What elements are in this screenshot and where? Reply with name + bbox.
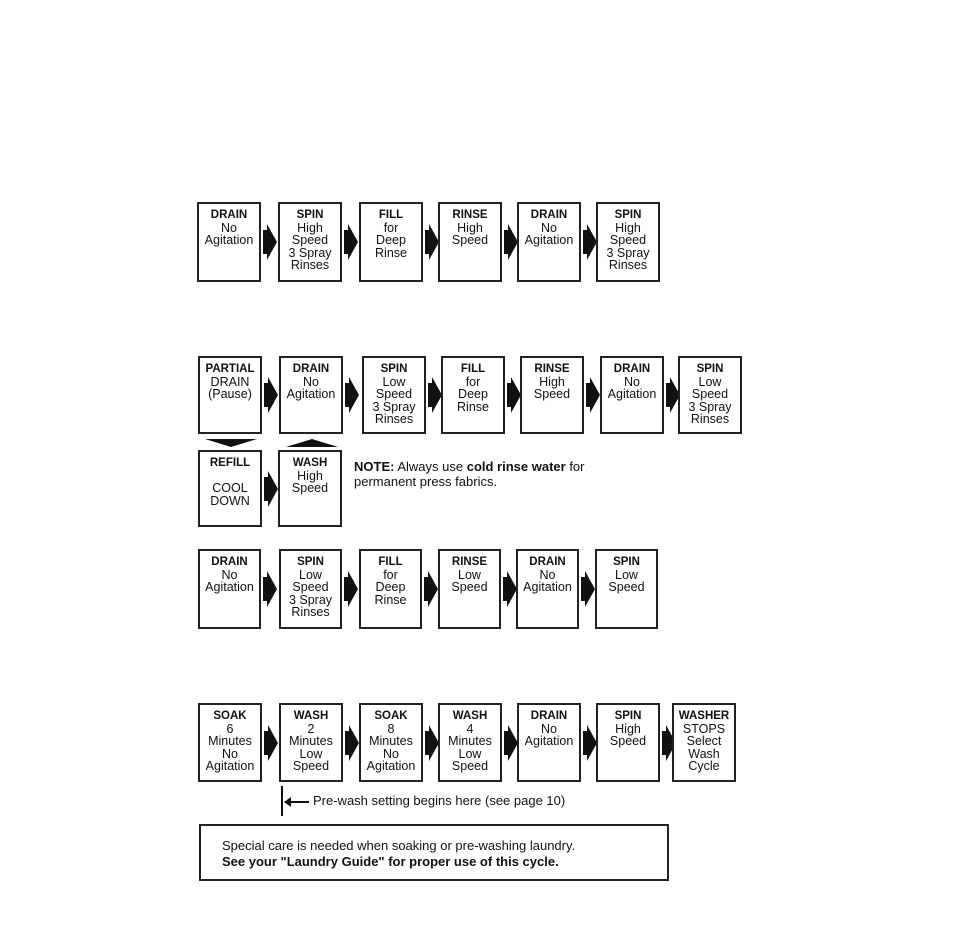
step-box [595,549,658,629]
step-line: Low [299,567,322,582]
step-line: Deep [458,387,488,401]
step-line: Agitation [205,759,255,773]
step-line: 3 Spray [372,399,416,414]
step-title: WASHER [678,710,730,722]
step-line: 3 Spray [606,245,650,260]
step-line: Agitation [205,580,254,594]
step-line: 2 [307,721,315,736]
step-line: Speed [292,759,330,773]
right-arrow-icon [267,224,277,260]
step-title: SPIN [297,556,324,568]
step-line: 3 Spray [288,245,332,260]
step-line: Speed [609,233,647,247]
step-title: SPIN [613,556,640,568]
step-box [516,549,579,629]
step-line: No [541,721,557,736]
step-box [279,549,342,629]
down-arrow [205,439,257,447]
step-title: RINSE [534,363,570,375]
step-line: Agitation [523,580,572,594]
step-line: No [221,567,238,582]
step-line: Agitation [524,734,574,748]
step-title: DRAIN [530,710,568,722]
step-line: Speed [451,759,489,773]
step-line: Agitation [204,233,254,247]
right-arrow-icon [268,471,278,507]
step-line: Rinse [457,399,489,414]
special-care-box [199,824,669,881]
right-arrow-icon [585,571,595,607]
step-line: COOL [212,481,248,495]
step-line: No [221,220,237,235]
step-box [198,450,262,527]
step-line: High [615,721,641,736]
step-line: No [383,746,399,761]
step-line: 8 [387,721,395,736]
special-care-line-2: See your "Laundry Guide" for proper use of this cycle. [222,854,559,869]
step-line: High [297,220,323,235]
step-box [678,356,742,434]
step-box [517,202,581,282]
right-arrow-icon [268,725,278,761]
step-box [600,356,664,434]
step-line: Speed [691,387,729,401]
right-arrow-icon [348,224,358,260]
step-box [359,549,422,629]
step-title: RINSE [451,556,488,568]
right-arrow-icon [428,571,438,607]
right-arrow-icon [268,377,278,413]
step-line: Low [698,374,722,389]
step-line: High [297,468,323,483]
step-box [596,202,660,282]
step-line: No [539,567,556,582]
left-arrow-icon [284,797,291,807]
right-arrow-icon [590,377,600,413]
right-arrow-icon [348,571,358,607]
step-line: for [383,220,399,235]
note-text-1: Always use [394,459,467,474]
prewash-marker [281,786,681,816]
step-line: Speed [291,233,329,247]
step-line: 4 [466,721,474,736]
step-line: High [615,220,641,235]
step-title: SPIN [696,363,724,375]
step-title: DRAIN [530,209,568,221]
step-line: Low [615,567,638,582]
right-arrow-icon [267,571,277,607]
step-line: Speed [291,481,329,495]
step-line: 3 Spray [288,592,333,607]
step-box [520,356,584,434]
step-line: Agitation [286,387,336,401]
step-box [672,703,736,782]
step-title: FILL [378,556,403,568]
step-box [198,703,262,782]
step-line: Agitation [366,759,416,773]
step-line: Rinses [291,605,330,619]
step-line: Speed [609,734,647,748]
special-care-line-1: Special care is needed when soaking or pre-washing laundry. [222,838,576,853]
step-line: DOWN [210,493,250,508]
step-title: SOAK [374,710,408,722]
step-title: SPIN [614,710,642,722]
step-line: DRAIN [210,374,250,389]
step-title: FILL [460,363,486,375]
step-line: High [539,374,565,389]
step-line: Deep [375,580,406,594]
step-line: Minutes [448,734,492,748]
step-line: Rinse [375,245,407,260]
step-box [438,703,502,782]
step-line: Speed [292,580,329,594]
step-title: WASH [293,710,329,722]
step-line: No [624,374,640,389]
note-text-2: for permanent press fabrics. [354,459,585,489]
step-title: SPIN [614,209,642,221]
prewash-start-line [281,786,283,816]
step-title: SPIN [296,209,324,221]
step-box [438,202,502,282]
step-title: REFILL [209,457,251,469]
step-line: for [465,374,481,389]
step-line: Speed [451,580,488,594]
step-line: (Pause) [208,387,252,401]
step-line: Low [458,567,481,582]
step-box [362,356,426,434]
step-line: Low [299,746,323,761]
step-line: Minutes [289,734,333,748]
step-line: Speed [451,233,489,247]
step-title: WASH [292,457,328,469]
step-title: DRAIN [529,556,566,568]
step-line: High [457,220,483,235]
step-line: Minutes [208,734,252,748]
step-line: Rinses [290,258,330,272]
step-title: DRAIN [292,363,330,375]
step-box [198,549,261,629]
step-box [359,202,423,282]
right-arrow-icon [349,377,359,413]
step-title: RINSE [452,209,488,221]
prewash-label: Pre-wash setting begins here (see page 10) [313,793,566,808]
step-box [278,450,342,527]
step-line: Agitation [607,387,657,401]
step-line: Low [382,374,406,389]
step-line: Rinse [374,592,407,607]
step-box [279,356,343,434]
right-arrow-icon [349,725,359,761]
step-line: No [222,746,238,761]
step-line: Cycle [688,759,720,773]
step-box [438,549,501,629]
step-line: STOPS [682,721,726,736]
step-title: FILL [378,209,404,221]
step-line: Minutes [369,734,413,748]
step-line: 6 [226,721,234,736]
step-line: 3 Spray [688,399,732,414]
step-title: DRAIN [210,209,248,221]
step-box [198,356,262,434]
step-title: DRAIN [613,363,651,375]
step-line: Speed [608,580,645,594]
step-line: No [303,374,319,389]
step-line: No [541,220,557,235]
step-title: DRAIN [211,556,248,568]
step-line: Low [458,746,482,761]
step-line: Deep [376,233,406,247]
step-title: PARTIAL [205,363,255,375]
step-line: Agitation [524,233,574,247]
step-line: Rinses [374,412,414,426]
step-line: for [383,567,398,582]
step-box [197,202,261,282]
step-line: Select [686,734,722,748]
step-line: Speed [375,387,413,401]
step-title: SOAK [213,710,247,722]
up-arrow [286,439,338,447]
step-title: WASH [452,710,488,722]
step-line: Wash [688,746,720,761]
note-label: NOTE: [354,459,395,474]
step-box [596,703,660,782]
step-box [279,703,343,782]
note-bold: cold rinse water [466,459,566,474]
step-box [441,356,505,434]
step-box [359,703,423,782]
step-line: Rinses [690,412,730,426]
step-line: Speed [533,387,571,401]
note-text [354,459,644,489]
step-line: Rinses [608,258,648,272]
step-title: SPIN [380,363,408,375]
step-box [278,202,342,282]
step-box [517,703,581,782]
